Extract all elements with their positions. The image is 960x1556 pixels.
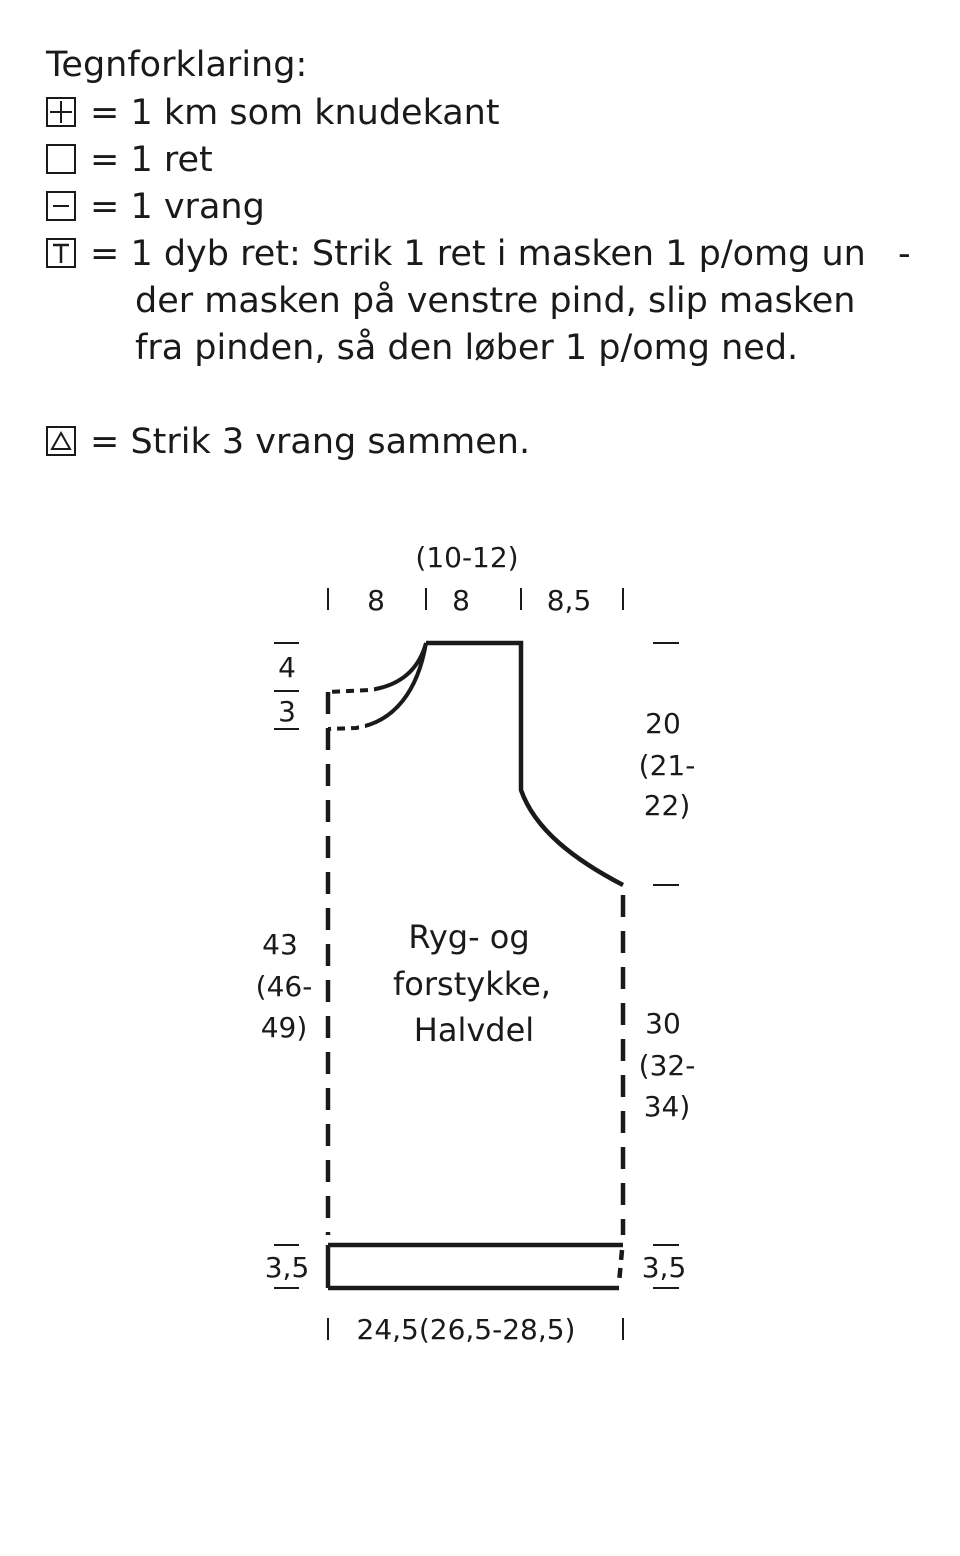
armhole-label-1: 20 bbox=[645, 707, 681, 740]
height-label-2: (46- bbox=[255, 970, 313, 1003]
width-label-left: 8 bbox=[367, 584, 385, 617]
legend-text: = 1 vrang bbox=[90, 187, 265, 227]
neck-dash-gap-front bbox=[328, 727, 365, 729]
rib-right-dashed bbox=[619, 1250, 622, 1283]
legend-title: Tegnforklaring: bbox=[46, 45, 308, 85]
legend-continuation-2: fra pinden, så den løber 1 p/omg ned. bbox=[135, 328, 799, 368]
rib-label-left: 3,5 bbox=[264, 1251, 310, 1284]
neck-depth-label-2: 3 bbox=[278, 695, 296, 728]
legend-continuation-1: der masken på venstre pind, slip masken bbox=[135, 281, 856, 321]
legend-text: = 1 km som knudekant bbox=[90, 93, 500, 133]
side-label-1: 30 bbox=[645, 1007, 681, 1040]
legend-text: = 1 ret bbox=[90, 140, 213, 180]
piece-label-1: Ryg- og bbox=[408, 918, 530, 956]
top-measure-label: (10-12) bbox=[415, 541, 519, 574]
armhole-label-2: (21- bbox=[638, 749, 696, 782]
piece-label-3: Halvdel bbox=[413, 1011, 535, 1049]
legend-text: = 1 dyb ret: Strik 1 ret i masken 1 p/omg un bbox=[90, 234, 866, 274]
rib-label-right: 3,5 bbox=[641, 1251, 687, 1284]
legend-hyphen: - bbox=[898, 234, 911, 274]
shoulder-armhole-line bbox=[426, 643, 623, 885]
bottom-width-label: 24,5(26,5-28,5) bbox=[356, 1313, 576, 1346]
side-label-2: (32- bbox=[638, 1049, 696, 1082]
width-label-neck: 8 bbox=[452, 584, 470, 617]
width-label-shoulder: 8,5 bbox=[546, 584, 592, 617]
height-label-1: 43 bbox=[262, 928, 298, 961]
armhole-label-3: 22) bbox=[643, 789, 691, 822]
legend-text: = Strik 3 vrang sammen. bbox=[90, 422, 531, 462]
height-label-3: 49) bbox=[260, 1011, 308, 1044]
piece-label-2: forstykke, bbox=[393, 965, 551, 1003]
neck-curve-front bbox=[328, 643, 426, 729]
neck-depth-label-1: 4 bbox=[278, 651, 296, 684]
side-label-3: 34) bbox=[643, 1090, 691, 1123]
